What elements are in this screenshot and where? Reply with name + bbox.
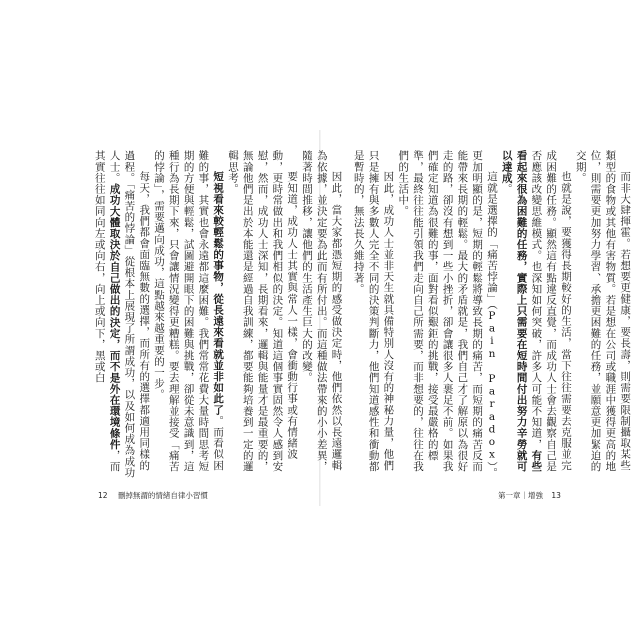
right-page-footer	[498, 490, 561, 501]
running-title: 第一章｜增強	[498, 491, 543, 500]
paragraph: 要知道，成功人士其實與常人一樣，會衝動行事或有情緒波動，更時常做出和我們相似的決定。知道這個事實固然令人感到安慰，然而，成功人士深知，長期看來，邏輯與能量才是最重要的，無論他們是出於本能還是經過自我訓練，都要能夠培養到一定的邏輯思考。	[226, 150, 299, 472]
paragraph: 而非大肆揮霍。若想要更健康，要長壽，則需要限制攝取某些類型的食物或其他有害物質。若是想在公司或職涯中獲得更高的地位，則需要更加努力學習、承擔更困難的任務，並願意更加緊迫的交期。	[574, 150, 632, 472]
emphasized-text: 短視看來較輕鬆的事物，從長遠來看就並非如此了	[212, 171, 225, 416]
right-page	[351, 150, 632, 480]
emphasized-text: 成功大體取決於自己做出的決定，而不是外在環境條件	[108, 183, 121, 450]
paragraph: 這就是選擇的「痛苦悖論」（Pain Paradox）。更加明顯的是，短期的輕鬆將導致長期的痛苦，而短期的痛苦反而能帶來長期的輕鬆。最大的矛盾就是，我們自己才了解原以為很好走的路，卻沒有想到一些小挫折，卻會讓很多人裹足不前。如果我們確定知道為很難的事，面對看似艱鉅的挑戰，接受最嚴格的標準，最終往往能引領我們走向自己所需要，而非想要的，往往在我們的生活中。	[397, 150, 498, 479]
paragraph: 因此，當大家都憑短期的感受做決定時，他們依然以長遠邏輯為依據，並決定要為此而有所付出。而這種做法帶來的小小差異，隨著時間推移，讓他們的生活產生巨大的改變。	[300, 150, 343, 472]
left-page-footer	[98, 490, 208, 501]
paragraph: 短視看來較輕鬆的事物，從長遠來看就並非如此了。而看似困難的事，其實也會永遠都這麼困難。我們常常花費大量時間思考短期的方便與輕鬆，試圖避開眼下的困難與挑戰，卻從未意識到，這種行為長期下來，只會讓情況變得更糟糕。要去理解並接受「痛苦的悖論」，需要邁向成功，這點越來越重要的一步。	[152, 150, 225, 472]
paragraph: 也就是說，要獲得長期較好的生活，當下往往需要去克服並完成困難的任務。顯然這有點違反直覺，而成功人士會去觀察自己是否應該改變思維模式。也深知如何突破，許多人可能不知道，有些看起來很為困難的任務，實際上只需要在短時間付出努力辛勞就可以達成。	[500, 150, 572, 472]
page-number: 12	[98, 491, 108, 500]
left-page	[92, 150, 343, 480]
emphasized-text: 有些看起來很為困難的任務，實際上只需要在短時間付出努力辛勞就可以達成	[500, 150, 543, 472]
paragraph: 因此，成功人士並非天生就具備特別人沒有的神秘力量，他們只是擁有與多數人完全不同的決策判斷力，他們知道感性和衝動都是暫時的，無法長久維持著。	[352, 150, 395, 472]
left-page-text	[92, 150, 344, 480]
paragraph: 每天，我們都會面臨無數的選擇，而所有的選擇都適用同樣的過程。「痛苦的悖論」從根本上展現了所謂成功，以及如何成為成功人士。成功大體取決於自己做出的決定，而不是外在環境條件，而其實往往如同向左或向右，向上或向下，黑或白	[93, 150, 151, 478]
page-number: 13	[551, 491, 561, 500]
right-page-text	[351, 150, 632, 480]
running-title: 刪掉無謂的情緒自律小習慣	[117, 491, 208, 500]
